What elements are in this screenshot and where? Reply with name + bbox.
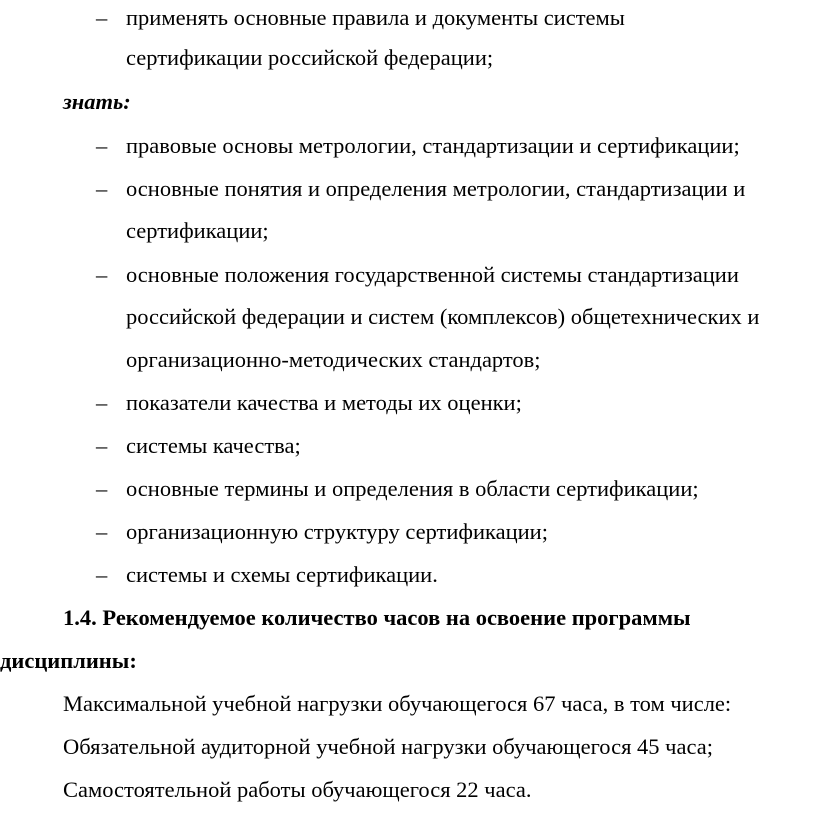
list-item-line: сертификации российской федерации;: [126, 45, 494, 70]
list-dash: –: [96, 519, 108, 544]
list-item-line: организационно-методических стандартов;: [126, 347, 541, 372]
list-dash: –: [96, 5, 108, 30]
list-dash: –: [96, 433, 108, 458]
list-item-line: системы качества;: [126, 433, 301, 458]
list-item-line: показатели качества и методы их оценки;: [126, 390, 522, 415]
list-dash: –: [96, 133, 108, 158]
list-dash: –: [96, 390, 108, 415]
paragraph-line: Обязательной аудиторной учебной нагрузки обучающегося 45 часа;: [63, 734, 713, 759]
list-item-line: сертификации;: [126, 218, 269, 243]
list-item-line: правовые основы метрологии, стандартизации и сертификации;: [126, 133, 740, 158]
list-item-line: основные понятия и определения метрологии, стандартизации и: [126, 176, 746, 201]
section-heading-continuation: дисциплины:: [0, 648, 137, 673]
paragraph-line: Самостоятельной работы обучающегося 22 часа.: [63, 777, 532, 802]
list-dash: –: [96, 176, 108, 201]
list-item-line: системы и схемы сертификации.: [126, 562, 438, 587]
paragraph-line: Максимальной учебной нагрузки обучающегося 67 часа, в том числе:: [63, 691, 732, 716]
section-heading: 1.4. Рекомендуемое количество часов на освоение программы: [63, 605, 691, 630]
know-label: знать:: [63, 89, 131, 114]
list-item-line: основные положения государственной системы стандартизации: [126, 262, 739, 287]
list-dash: –: [96, 476, 108, 501]
list-item-line: российской федерации и систем (комплексов) общетехнических и: [126, 304, 760, 329]
list-item-line: основные термины и определения в области сертификации;: [126, 476, 699, 501]
list-dash: –: [96, 562, 108, 587]
list-dash: –: [96, 262, 108, 287]
list-item-line: организационную структуру сертификации;: [126, 519, 548, 544]
list-item-line: применять основные правила и документы системы: [126, 5, 625, 30]
